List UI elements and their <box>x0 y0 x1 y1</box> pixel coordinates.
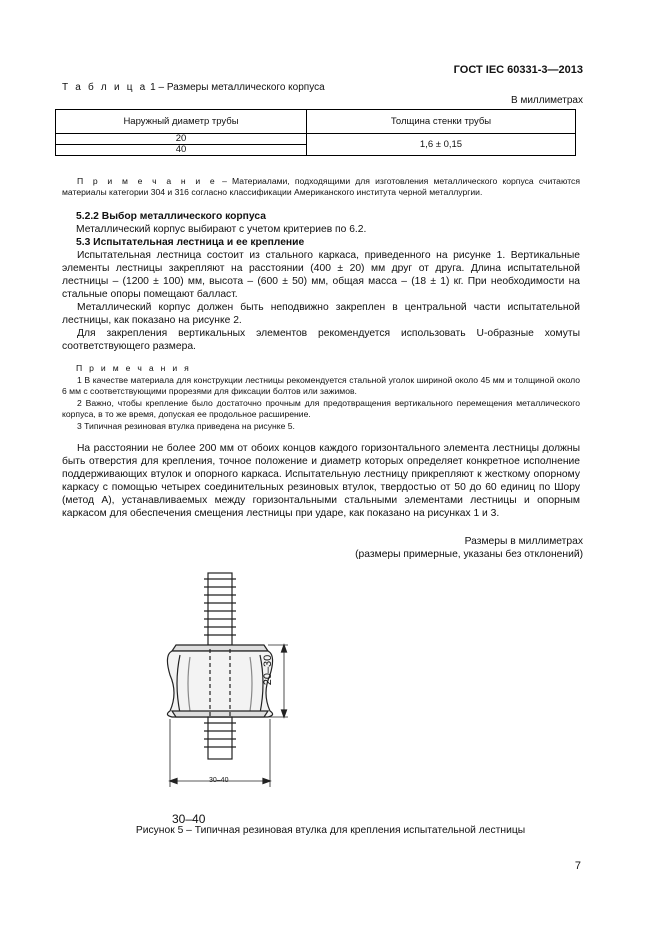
page-number: 7 <box>574 860 581 872</box>
note-item-text: 1 В качестве материала для конструкции лестницы рекомендуется стальной уголок шириной около 45 мм и толщиной около 6 мм с соответствующими прорезями для фиксации болтов или зажимов. <box>62 375 580 397</box>
dimension-width-large: 30–40 <box>172 812 206 826</box>
figure-units-line-2: (размеры примерные, указаны без отклонений) <box>355 549 583 560</box>
cell-diameter: 40 <box>56 145 307 156</box>
standard-code: ГОСТ IEC 60331-3—2013 <box>453 64 583 76</box>
table-row <box>56 134 576 145</box>
table-header-row <box>56 110 576 134</box>
cell-diameter: 20 <box>56 134 307 145</box>
note-label: П р и м е ч а н и е <box>77 176 217 186</box>
rubber-bushing-drawing <box>150 565 310 795</box>
mounting-paragraph <box>62 443 580 520</box>
note-item <box>62 398 580 420</box>
section-53-paragraph-2 <box>62 302 580 328</box>
column-header-thickness: Толщина стенки трубы <box>307 110 576 134</box>
section-heading-522: 5.2.2 Выбор металлического корпуса <box>76 211 266 222</box>
note-item <box>62 375 580 397</box>
paragraph-text: Испытательная лестница состоит из стального каркаса, приведенного на рисунке 1. Вертикальные элементы лестницы закрепляют на расстоянии (400 ± 20) мм друг от друга. Длина испытательной лестницы – (1200 ± 100) мм, высота – (600 ± 50) мм, общая масса – (18 ± 1) кг. При необходимости на стальные опоры помещают балласт. <box>62 250 580 300</box>
paragraph-text: На расстоянии не более 200 мм от обоих концов каждого горизонтального элемента лестницы должны быть отверстия для крепления, точное положение и диаметр которых определяет конкретное исполнение поддерживающих втулок и опорного каркаса. Испытательную лестницу прикрепляют к жесткому опорному каркасу с помощью четырех соединительных резиновых втулок, твердостью от 50 до 60 единиц по Шору (метод А), устанавливаемых между горизонтальными стальными элементами лестницы и опорным каркасом для обеспечения смещения лестницы при ударе, как показано на рисунках 1 и 3. <box>62 443 580 519</box>
table-caption-label: Т а б л и ц а <box>62 82 148 93</box>
table-note <box>62 176 580 198</box>
table-units: В миллиметрах <box>511 95 583 106</box>
dimensions-table <box>55 109 576 156</box>
section-53-paragraph-3 <box>62 328 580 354</box>
notes-label-text: П р и м е ч а н и я <box>76 363 192 373</box>
notes-label <box>76 363 580 374</box>
paragraph-text: Для закрепления вертикальных элементов рекомендуется использовать U-образные хомуты соответствующего размера. <box>62 328 580 352</box>
note-text: – Материалами, подходящими для изготовления металлического корпуса считаются материалы категории 304 и 316 согласно классификации Американского института черной металлургии. <box>62 176 580 198</box>
dimension-height: 20–30 <box>262 654 274 686</box>
table-caption <box>62 82 325 93</box>
note-item-text: 2 Важно, чтобы крепление было достаточно прочным для предотвращения вертикального перемещения металлического корпуса, в то же время, допуская ее продольное расширение. <box>62 398 580 420</box>
note-item <box>62 421 580 432</box>
section-522-text: Металлический корпус выбирают с учетом критериев по 6.2. <box>76 224 367 235</box>
section-heading-53: 5.3 Испытательная лестница и ее крепление <box>76 237 305 248</box>
figure-units-line-1: Размеры в миллиметрах <box>464 536 583 547</box>
cell-thickness: 1,6 ± 0,15 <box>307 134 576 156</box>
figure-units <box>355 535 583 561</box>
dimension-width-small: 30–40 <box>209 777 229 784</box>
section-53-paragraph-1 <box>62 250 580 302</box>
paragraph-text: Металлический корпус должен быть неподвижно закреплен в центральной части испытательной лестницы, как показано на рисунке 2. <box>62 302 580 326</box>
figure-caption: Рисунок 5 – Типичная резиновая втулка для крепления испытательной лестницы <box>135 825 526 836</box>
note-item-text: 3 Типичная резиновая втулка приведена на рисунке 5. <box>77 421 295 431</box>
column-header-diameter: Наружный диаметр трубы <box>56 110 307 134</box>
table-caption-text: 1 – Размеры металлического корпуса <box>150 82 325 93</box>
